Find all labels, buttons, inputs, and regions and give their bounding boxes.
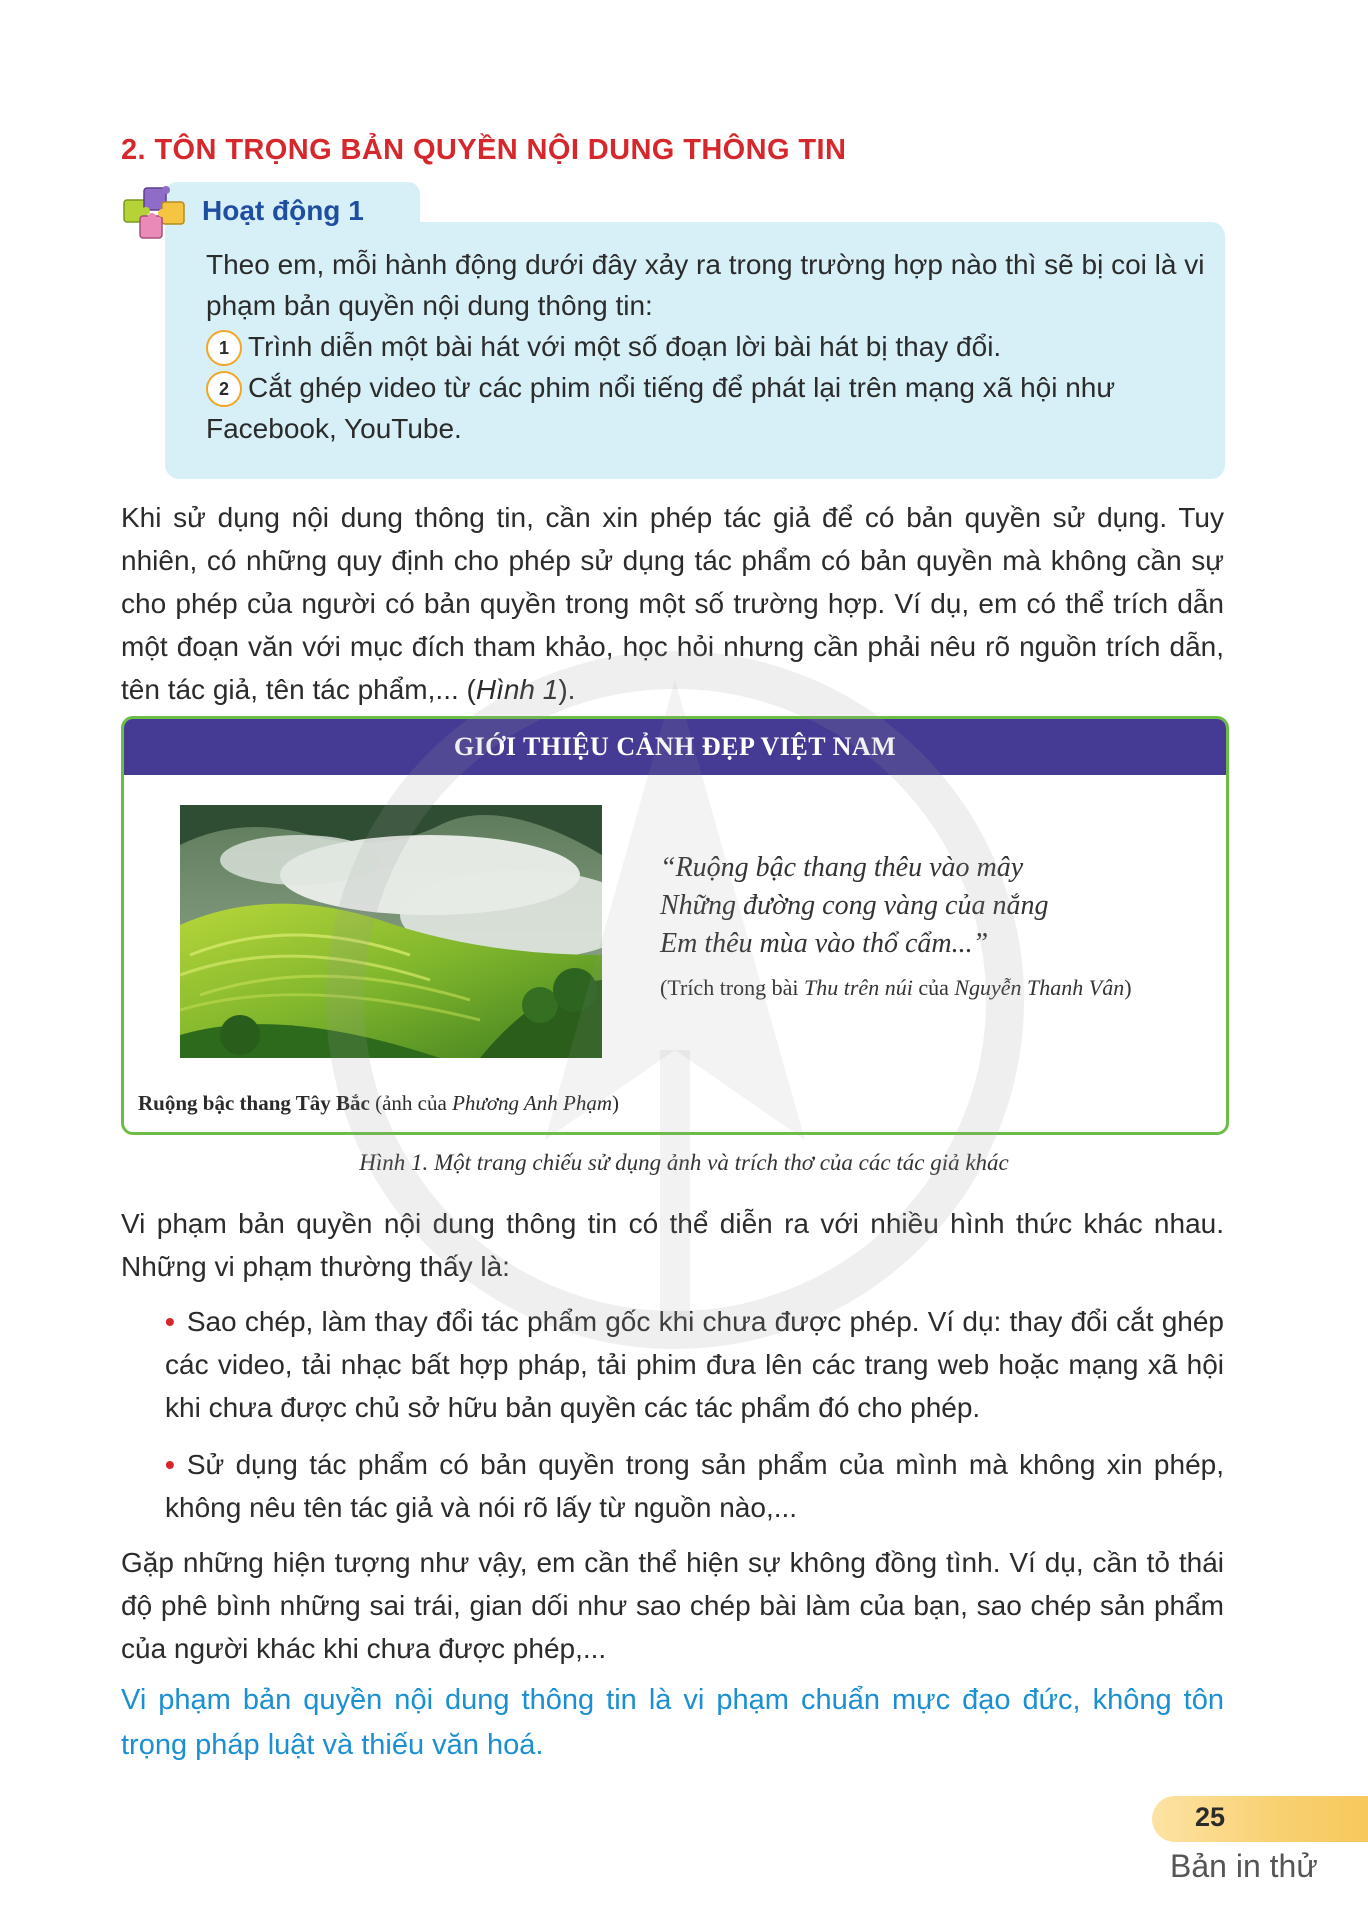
section-title: 2. TÔN TRỌNG BẢN QUYỀN NỘI DUNG THÔNG TIN	[121, 134, 847, 166]
figure-slide	[121, 716, 1229, 1135]
activity-intro: Theo em, mỗi hành động dưới đây xảy ra trong trường hợp nào thì sẽ bị coi là vi phạm bản quyền nội dung thông tin:	[206, 249, 1205, 321]
terrace-photo	[180, 805, 602, 1058]
poem-line: Những đường cong vàng của nắng	[660, 890, 1049, 921]
number-badge: 1	[206, 330, 242, 366]
activity-title: Hoạt động 1	[202, 195, 364, 226]
activity-item	[206, 326, 1206, 367]
paragraph-response: Gặp những hiện tượng như vậy, em cần thể hiện sự không đồng tình. Ví dụ, cần tỏ thái độ phê bình những sai trái, gian dối như sao chép bài làm của bạn, sao chép sản phẩm của người khác khi chưa được phép,...	[121, 1547, 1224, 1664]
poem-line: Em thêu mùa vào thổ cẩm...”	[660, 928, 989, 959]
page-number: 25	[1194, 1802, 1226, 1832]
list-item: • Sử dụng tác phẩm có bản quyền trong sản phẩm của mình mà không xin phép, không nêu tên tác giả và nói rõ lấy từ nguồn nào,...	[165, 1449, 1224, 1523]
poem-line: “Ruộng bậc thang thêu vào mây	[660, 852, 1024, 883]
conclusion-highlight: Vi phạm bản quyền nội dung thông tin là vi phạm chuẩn mực đạo đức, không tôn trọng pháp luật và thiếu văn hoá.	[121, 1684, 1224, 1761]
photo-caption: Ruộng bậc thang Tây Bắc (ảnh của Phương Anh Phạm)	[138, 1091, 619, 1115]
bullet-icon: •	[165, 1449, 175, 1480]
slide-header: GIỚI THIỆU CẢNH ĐẸP VIỆT NAM	[124, 719, 1226, 775]
violation-list	[165, 1300, 1224, 1543]
activity-content	[206, 244, 1206, 449]
poem-quote	[660, 849, 1048, 963]
paragraph-copyright-intro: Khi sử dụng nội dung thông tin, cần xin phép tác giả để có bản quyền sử dụng. Tuy nhiên, có những quy định cho phép sử dụng tác phẩm có bản quyền mà không cần sự cho phép của người có bản quyền trong một số trường hợp. Ví dụ, em có thể trích dẫn một đoạn văn với mục đích tham khảo, học hỏi nhưng cần phải nêu rõ nguồn trích dẫn, tên tác giả, tên tác phẩm,... (Hình 1).	[121, 502, 1224, 705]
paragraph-violation-forms: Vi phạm bản quyền nội dung thông tin có thể diễn ra với nhiều hình thức khác nhau. Những vi phạm thường thấy là:	[121, 1208, 1224, 1282]
puzzle-icon	[118, 180, 196, 250]
activity-item-text: Cắt ghép video từ các phim nổi tiếng để phát lại trên mạng xã hội như Facebook, YouTube.	[206, 372, 1116, 444]
draft-label: Bản in thử	[1170, 1848, 1318, 1884]
poem-source: (Trích trong bài Thu trên núi của Nguyễn Thanh Vân)	[660, 975, 1132, 1000]
figure-caption: Hình 1. Một trang chiếu sử dụng ảnh và trích thơ của các tác giả khác	[359, 1150, 1009, 1175]
number-badge: 2	[206, 371, 242, 407]
figure-reference: Hình 1	[475, 674, 559, 705]
list-item: • Sao chép, làm thay đổi tác phẩm gốc khi chưa được phép. Ví dụ: thay đổi cắt ghép các video, tải nhạc bất hợp pháp, tải phim đưa lên các trang web hoặc mạng xã hội khi chưa được chủ sở hữu bản quyền các tác phẩm đó cho phép.	[165, 1306, 1224, 1423]
activity-item	[206, 367, 1206, 449]
activity-item-text: Trình diễn một bài hát với một số đoạn lời bài hát bị thay đổi.	[248, 331, 1002, 362]
bullet-icon: •	[165, 1306, 175, 1337]
